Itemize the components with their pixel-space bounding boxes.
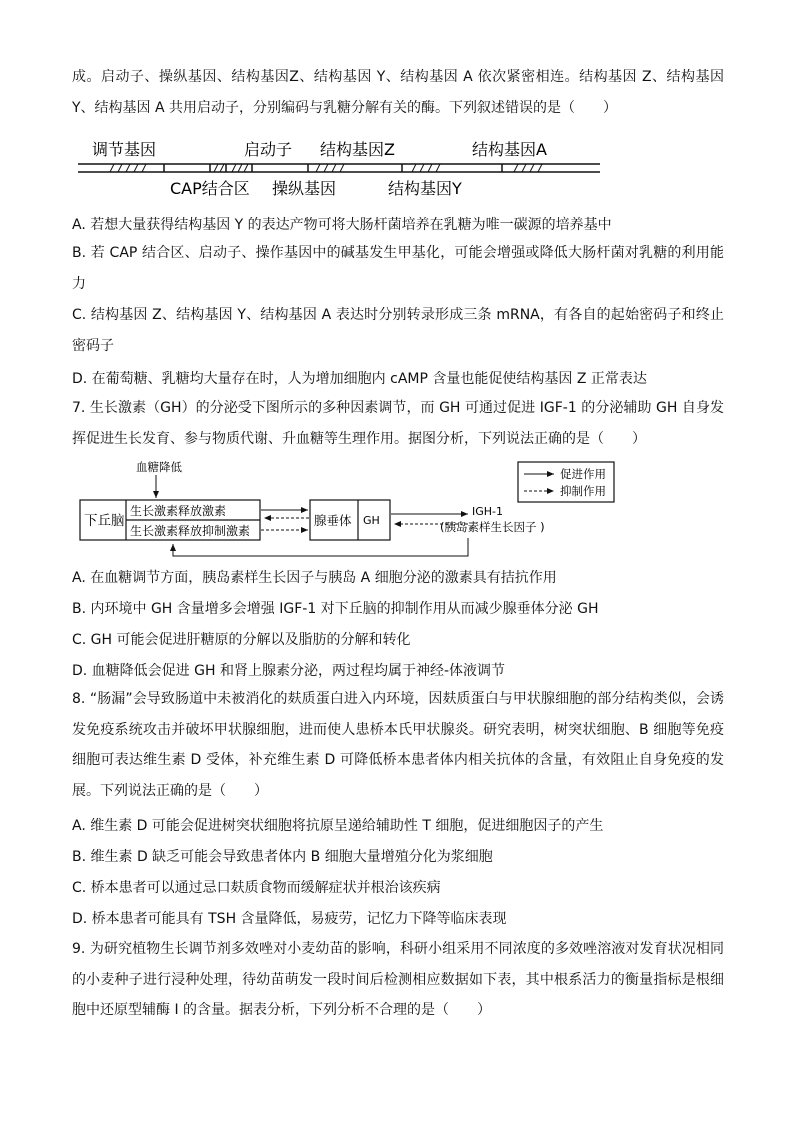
q7-stem: 7. 生长激素（GH）的分泌受下图所示的多种因素调节，而 GH 可通过促进 IGF-1 的分泌辅助 GH 自身发挥促进生长发育、参与物质代谢、升血糖等生理作用。据图分析，下列说法正确的是（ ） <box>72 400 724 447</box>
label-structural-gene-a: 结构基因A <box>472 140 547 159</box>
q8-option-a: A. 维生素 D 可能会促进树突状细胞将抗原呈递给辅助性 T 细胞，促进细胞因子的产生 <box>72 818 604 834</box>
gh-regulation-figure <box>78 458 623 563</box>
hypothalamus-label: 下丘脑 <box>84 513 125 529</box>
legend-promote-label: 促进作用 <box>560 467 606 481</box>
igf-code-label: IGH-1 <box>472 505 504 518</box>
q6-option-c: C. 结构基因 Z、结构基因 Y、结构基因 A 表达时分别转录形成三条 mRNA，有各自的起始密码子和终止密码子 <box>72 307 724 354</box>
q7-option-c: C. GH 可能会促进肝糖原的分解以及脂肪的分解和转化 <box>72 632 411 648</box>
label-operator-gene: 操纵基因 <box>272 179 337 198</box>
q8-option-b: B. 维生素 D 缺乏可能会导致患者体内 B 细胞大量增殖分化为浆细胞 <box>72 849 493 865</box>
intro-paragraph: 成。启动子、操纵基因、结构基因Z、结构基因 Y、结构基因 A 依次紧密相连。结构基因 Z、结构基因 Y、结构基因 A 共用启动子，分别编码与乳糖分解有关的酶。下列叙述错误的是（ ） <box>72 69 724 116</box>
dna-hatch-marks <box>110 164 542 172</box>
q6-option-b: B. 若 CAP 结合区、启动子、操作基因中的碱基发生甲基化，可能会增强或降低大肠杆菌对乳糖的利用能力 <box>72 245 724 292</box>
gh-label: GH <box>363 514 380 527</box>
label-structural-gene-y: 结构基因Y <box>388 179 462 198</box>
q8-option-d: D. 桥本患者可能具有 TSH 含量降低，易疲劳，记忆力下降等临床表现 <box>72 911 507 927</box>
ghih-label: 生长激素释放抑制激素 <box>130 524 251 538</box>
q7-option-d: D. 血糖降低会促进 GH 和肾上腺素分泌，两过程均属于神经-体液调节 <box>72 663 506 679</box>
igf-feedback-loop <box>173 538 468 556</box>
label-regulator-gene: 调节基因 <box>92 140 157 159</box>
blood-sugar-low-label: 血糖降低 <box>136 460 182 474</box>
ghrh-label: 生长激素释放激素 <box>130 504 227 518</box>
q6-option-d: D. 在葡萄糖、乳糖均大量存在时，人为增加细胞内 cAMP 含量也能促使结构基因 Z 正常表达 <box>72 371 647 387</box>
q9-stem: 9. 为研究植物生长调节剂多效唑对小麦幼苗的影响，科研小组采用不同浓度的多效唑溶液对发育状况相同的小麦种子进行浸种处理，待幼苗萌发一段时间后检测相应数据如下表，其中根系活力的衡量指标是根细胞中还原型辅酶 I 的含量。据表分析，下列分析不合理的是（ ） <box>72 941 724 1018</box>
pituitary-label: 腺垂体 <box>314 513 352 528</box>
igf-name-label: (胰岛素样生长因子 ) <box>440 520 545 534</box>
label-structural-gene-z: 结构基因Z <box>320 140 395 159</box>
q7-option-a: A. 在血糖调节方面，胰岛素样生长因子与胰岛 A 细胞分泌的激素具有拮抗作用 <box>72 570 557 586</box>
q6-option-a: A. 若想大量获得结构基因 Y 的表达产物可将大肠杆菌培养在乳糖为唯一碳源的培养基中 <box>72 217 612 233</box>
q8-stem: 8. “肠漏”会导致肠道中未被消化的麸质蛋白进入内环境，因麸质蛋白与甲状腺细胞的部分结构类似，会诱发免疫系统攻击并破坏甲状腺细胞，进而使人患桥本氏甲状腺炎。研究表明，树突状细胞、B 细胞等免疫细胞可表达维生素 D 受体，补充维生素 D 可降低桥本患者体内相关抗体的含量，有效阻止自身免疫的发展。下列说法正确的是（ ） <box>72 691 724 799</box>
label-cap-binding-region: CAP结合区 <box>170 179 250 198</box>
label-promoter: 启动子 <box>244 140 293 159</box>
q8-option-c: C. 桥本患者可以通过忌口麸质食物而缓解症状并根治该疾病 <box>72 880 441 896</box>
q7-option-b: B. 内环境中 GH 含量增多会增强 IGF-1 对下丘脑的抑制作用从而减少腺垂体分泌 GH <box>72 601 599 617</box>
legend-inhibit-label: 抑制作用 <box>560 484 606 498</box>
operon-figure <box>72 132 612 207</box>
